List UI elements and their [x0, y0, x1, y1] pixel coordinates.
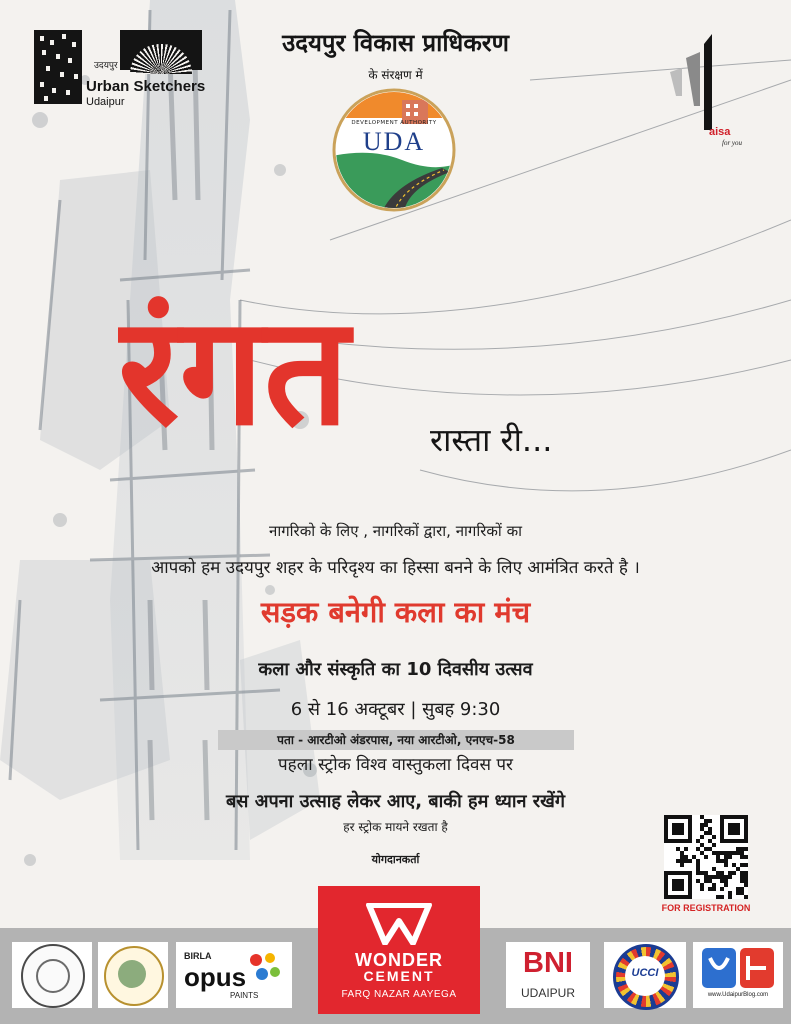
udaipurblog-url: www.UdaipurBlog.com	[707, 992, 769, 998]
wonder-w-icon	[361, 903, 437, 945]
wonder-name: WONDER	[355, 950, 443, 970]
qr-caption: FOR REGISTRATION	[661, 903, 751, 913]
opus-label: opus	[184, 962, 247, 992]
association-emblem-icon	[118, 960, 146, 988]
institute-inner-ring-icon	[36, 959, 70, 993]
opus-dots-icon	[248, 952, 282, 982]
authority-title: उदयपुर विकास प्राधिकरण	[282, 29, 509, 57]
every-stroke-line: हर स्ट्रोक मायने रखता है	[343, 820, 448, 834]
usk-city: Udaipur	[86, 96, 125, 108]
wonder-cement-label: CEMENT	[363, 968, 435, 984]
patronage-label: के संरक्षण में	[368, 68, 423, 82]
usk-hindi-label: उदयपुर	[94, 61, 118, 71]
aisa-tagline: for you	[722, 139, 743, 147]
registration-qr-code[interactable]	[664, 815, 748, 899]
uda-arc-text: DEVELOPMENT AUTHORITY	[351, 120, 437, 126]
udaipurblog-icons	[700, 946, 776, 990]
wonder-tagline: FARQ NAZAR AAYEGA	[341, 989, 457, 1000]
bni-word: BNI	[523, 947, 573, 979]
invitation-line: आपको हम उदयपुर शहर के परिदृश्य का हिस्सा बनने के लिए आमंत्रित करते है ।	[151, 558, 640, 578]
uda-text: UDA	[362, 127, 426, 156]
birla-label: BIRLA	[184, 951, 212, 961]
ucci-text: UCCI	[631, 967, 659, 979]
world-architecture-day-line: पहला स्ट्रोक विश्व वास्तुकला दिवस पर	[278, 755, 513, 775]
usk-name: Urban Sketchers	[86, 78, 206, 95]
paints-label: PAINTS	[230, 991, 259, 1000]
enthusiasm-line: बस अपना उत्साह लेकर आए, बाकी हम ध्यान रखेंगे	[225, 791, 565, 812]
title-main	[118, 218, 448, 458]
title-sub: रास्ता री...	[430, 421, 553, 459]
tagline-citizens: नागरिको के लिए , नागरिकों द्वारा, नागरिकों का	[269, 522, 522, 540]
festival-line: कला और संस्कृति का 10 दिवसीय उत्सव	[258, 659, 533, 680]
sponsor-institute-logo	[12, 942, 92, 1008]
aisa-name: aisa	[709, 126, 731, 138]
address-badge: पता - आरटीओ अंडरपास, नया आरटीओ, एनएच-58	[218, 730, 574, 750]
contributors-label: योगदानकर्ता	[371, 853, 420, 866]
title-main-text: रंगत	[118, 285, 350, 458]
headline: सड़क बनेगी कला का मंच	[260, 595, 531, 629]
sponsor-association-logo	[98, 942, 168, 1008]
date-time: 6 से 16 अक्टूबर | सुबह 9:30	[290, 699, 501, 720]
bni-city: UDAIPUR	[520, 986, 575, 1000]
